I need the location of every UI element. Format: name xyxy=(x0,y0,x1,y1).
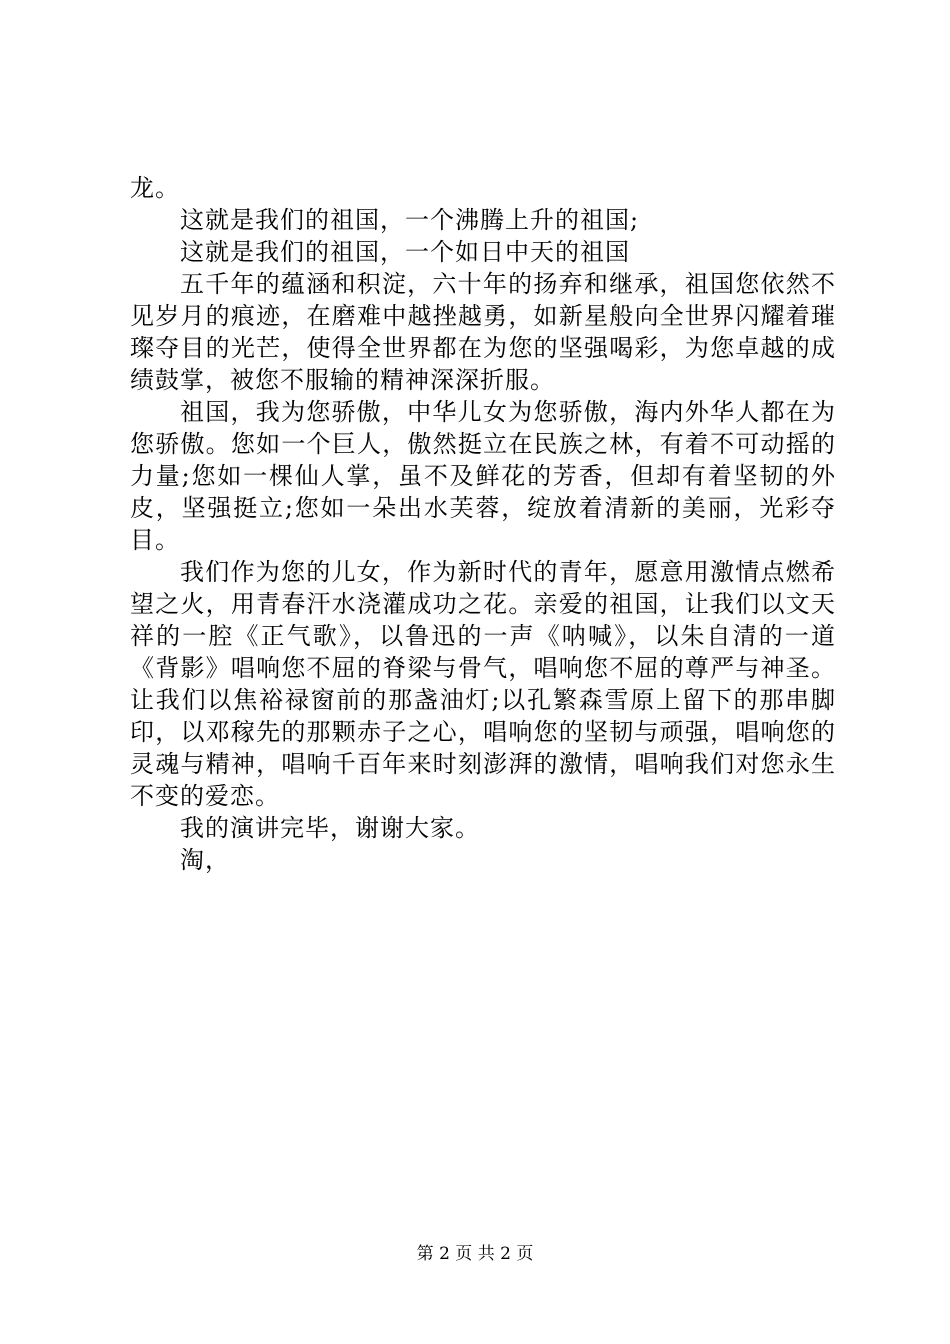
paragraph-closing: 我的演讲完毕，谢谢大家。 xyxy=(180,814,480,842)
page-footer xyxy=(0,1243,950,1265)
page-number-label: 第 2 页 共 2 页 xyxy=(416,1244,534,1264)
paragraph-five-thousand-years: 五千年的蕴涵和积淀，六十年的扬弃和继承，祖国您依然不见岁月的痕迹，在磨难中越挫越勇，如新星般向全世界闪耀着璀璨夺目的光芒，使得全世界都在为您的坚强喝彩，为您卓越的成绩鼓掌，被您不服输的精神深深折服。 xyxy=(130,270,836,394)
paragraph-fragment: 淘， xyxy=(180,846,230,874)
paragraph-youth-passion: 我们作为您的儿女，作为新时代的青年，愿意用激情点燃希望之火，用青春汗水浇灌成功之花。亲爱的祖国，让我们以文天祥的一腔《正气歌》，以鲁迅的一声《呐喊》，以朱自清的一道《背影》唱响您不屈的脊梁与骨气，唱响您不屈的尊严与神圣。让我们以焦裕禄窗前的那盏油灯;以孔繁森雪原上留下的那串脚印，以邓稼先的那颗赤子之心，唱响您的坚韧与顽强，唱响您的灵魂与精神，唱响千百年来时刻澎湃的激情，唱响我们对您永生不变的爱恋。 xyxy=(130,558,836,810)
document-body xyxy=(130,172,836,876)
paragraph-motherland-rising: 这就是我们的祖国，一个沸腾上升的祖国; xyxy=(180,206,640,234)
paragraph-proud-of-motherland: 祖国，我为您骄傲，中华儿女为您骄傲，海内外华人都在为您骄傲。您如一个巨人，傲然挺立在民族之林，有着不可动摇的力量;您如一棵仙人掌，虽不及鲜花的芳香，但却有着坚韧的外皮，坚强挺立;您如一朵出水芙蓉，绽放着清新的美丽，光彩夺目。 xyxy=(130,398,836,554)
paragraph-motherland-zenith: 这就是我们的祖国，一个如日中天的祖国 xyxy=(180,238,630,266)
paragraph-continuation: 龙。 xyxy=(130,174,180,202)
